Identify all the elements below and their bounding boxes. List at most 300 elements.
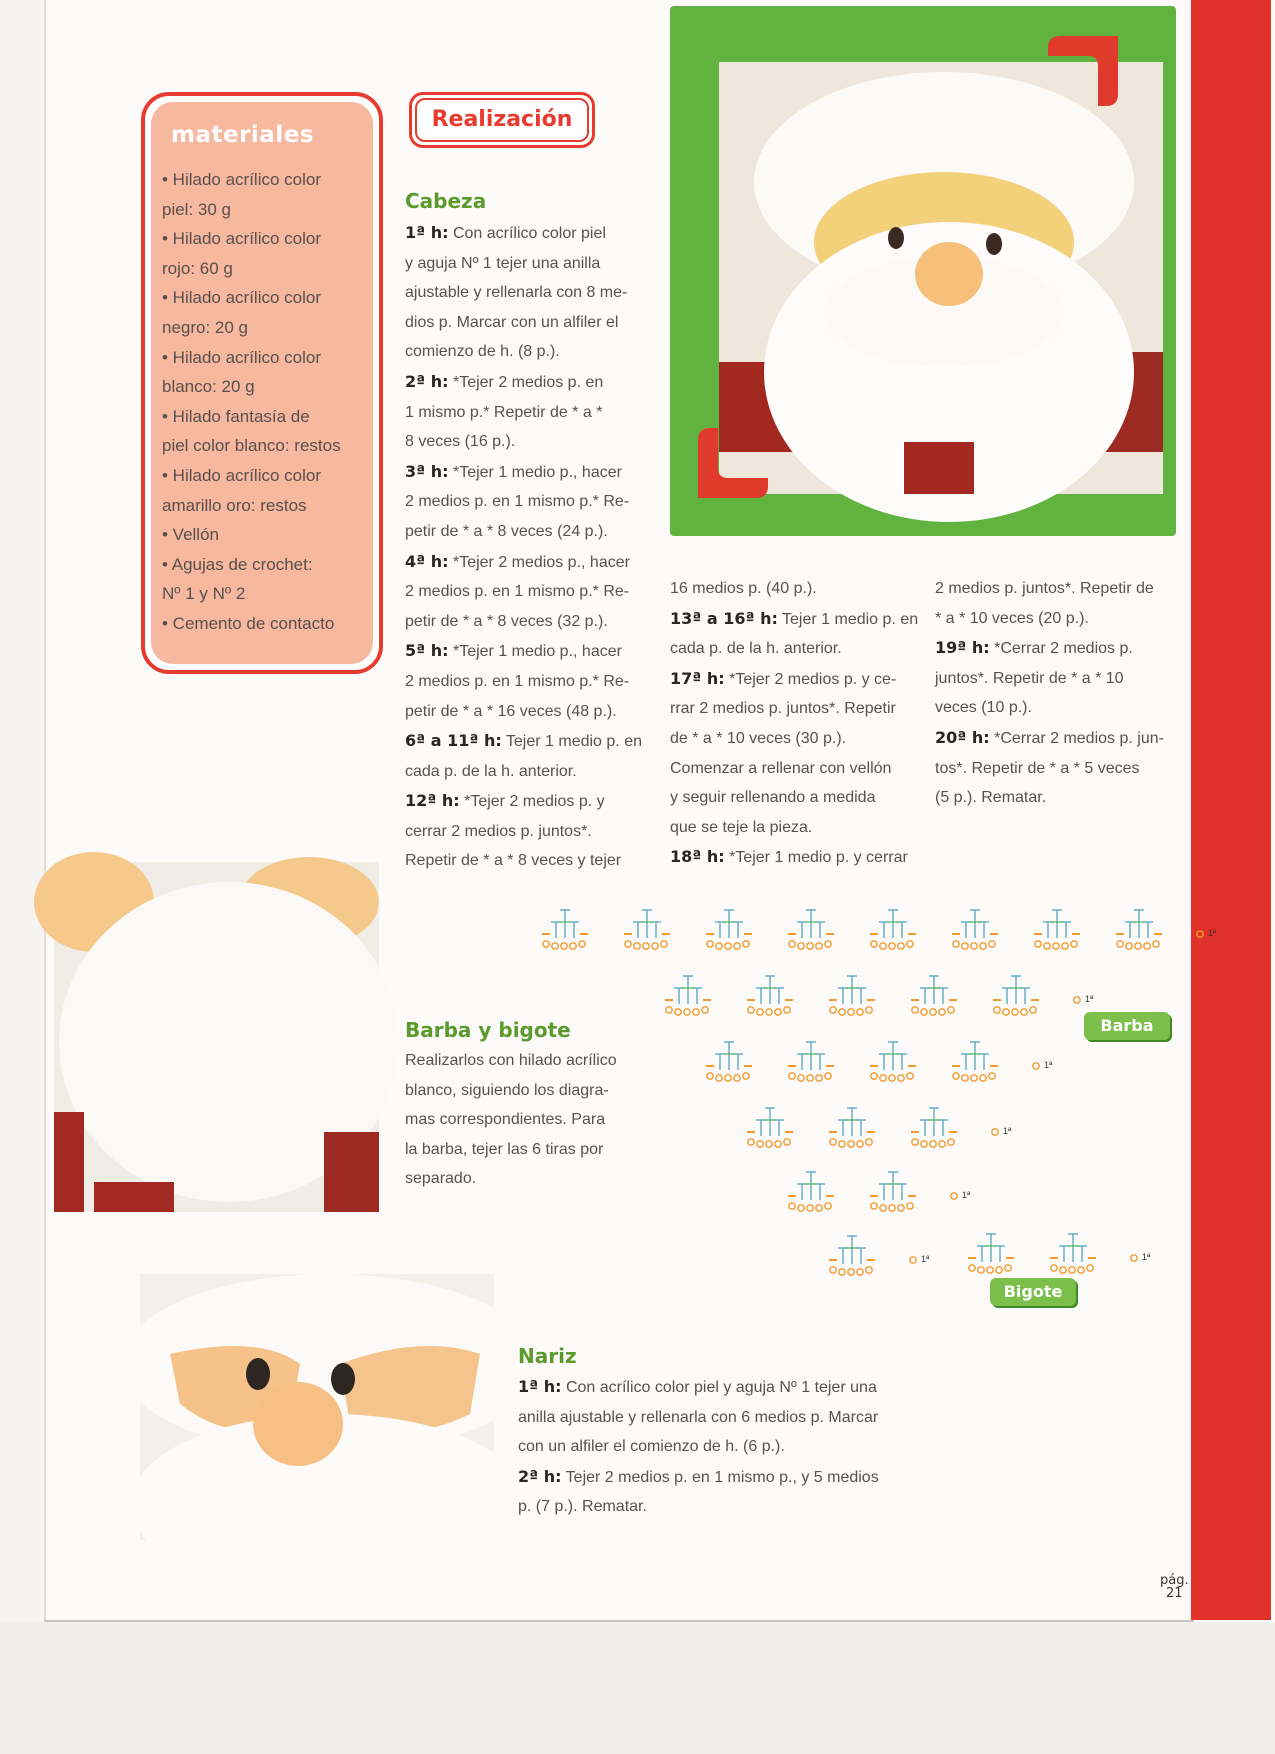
materials-line: Nº 1 y Nº 2 — [162, 584, 246, 604]
chain-stitch — [807, 1205, 813, 1211]
barba-tag: Barba — [1084, 1012, 1170, 1040]
chain-stitch — [1053, 943, 1059, 949]
text-line — [670, 664, 918, 695]
row-number-label: 1ª — [1044, 1060, 1053, 1070]
text-line: blanco, siguiendo los diagra- — [405, 1081, 609, 1099]
chain-stitch — [889, 1205, 895, 1211]
chain-stitch — [969, 1265, 975, 1271]
stitch-motif — [788, 1172, 834, 1211]
text-line — [405, 607, 642, 637]
chain-stitch — [702, 1007, 708, 1013]
row-text: petir de * a * 16 veces (48 p.). — [405, 702, 617, 720]
materials-box — [141, 92, 383, 674]
chain-stitch — [939, 1141, 945, 1147]
chain-stitch — [948, 1139, 954, 1145]
text-line — [670, 634, 918, 664]
chain-stitch — [871, 1073, 877, 1079]
text-line: la barba, tejer las 6 tiras por — [405, 1140, 604, 1158]
row-text: y seguir rellenando a medida — [670, 789, 876, 807]
cabeza-title: Cabeza — [405, 189, 487, 213]
materials-title: materiales — [171, 122, 314, 148]
chain-stitch — [871, 1203, 877, 1209]
chain-stitch — [743, 941, 749, 947]
end-chain — [1074, 997, 1080, 1003]
chain-stitch — [930, 1009, 936, 1015]
chain-stitch — [652, 943, 658, 949]
chain-stitch — [953, 941, 959, 947]
chain-stitch — [898, 1205, 904, 1211]
chain-stitch — [857, 1009, 863, 1015]
row-text: *Cerrar 2 medios p. — [989, 640, 1133, 658]
row-label: 13ª a 16ª h: — [670, 608, 778, 628]
chain-stitch — [839, 1269, 845, 1275]
stitch-motif — [624, 910, 670, 949]
row-text: Repetir de * a * 8 veces y tejer — [405, 852, 622, 870]
text-line — [405, 817, 642, 847]
stitch-motif — [911, 1108, 957, 1147]
row-text: Tejer 1 medio p. en — [501, 733, 642, 751]
chain-stitch — [784, 1007, 790, 1013]
chain-stitch — [980, 943, 986, 949]
row-text: que se teje la pieza. — [670, 818, 813, 836]
text-line — [405, 398, 642, 428]
chain-stitch — [953, 1073, 959, 1079]
chain-stitch — [921, 1141, 927, 1147]
beard-closeup-photo — [54, 862, 379, 1212]
realizacion-heading-box — [409, 92, 595, 148]
text-line — [670, 574, 918, 604]
chain-stitch — [839, 1141, 845, 1147]
chain-stitch — [798, 1075, 804, 1081]
row-label: 1ª h: — [405, 223, 449, 242]
text-line — [405, 577, 642, 607]
chain-stitch — [1126, 943, 1132, 949]
chain-stitch — [798, 943, 804, 949]
stitch-motif — [706, 1042, 752, 1081]
chain-stitch — [789, 1073, 795, 1079]
row-label: 3ª h: — [405, 461, 449, 481]
row-text: 2 medios p. en 1 mismo p.* Re- — [405, 493, 630, 511]
stitch-motif — [993, 976, 1039, 1015]
text-line — [405, 457, 642, 488]
chain-stitch — [939, 1009, 945, 1015]
row-text: veces (10 p.). — [935, 699, 1032, 717]
chain-stitch — [857, 1141, 863, 1147]
text-line — [518, 1492, 879, 1522]
chain-stitch — [725, 1075, 731, 1081]
text-line — [935, 754, 1164, 784]
chain-stitch — [930, 1141, 936, 1147]
row-text: *Tejer 1 medio p. y cerrar — [724, 849, 908, 867]
materials-line: amarillo oro: restos — [162, 495, 307, 515]
red-side-band — [1191, 0, 1271, 1620]
row-label: 2ª h: — [405, 371, 449, 391]
row-text: y aguja Nº 1 tejer una anilla — [405, 254, 601, 272]
end-chain — [1131, 1255, 1137, 1261]
row-label: 4ª h: — [405, 551, 449, 571]
chain-stitch — [789, 941, 795, 947]
row-label: 20ª h: — [935, 727, 990, 747]
stitch-motif — [870, 1172, 916, 1211]
chain-stitch — [707, 941, 713, 947]
chain-stitch — [707, 1073, 713, 1079]
stitch-motif — [870, 1042, 916, 1081]
row-text: cada p. de la h. anterior. — [670, 640, 842, 658]
row-text: *Tejer 2 medios p., hacer — [448, 553, 630, 571]
text-line — [405, 249, 642, 279]
chain-stitch — [807, 943, 813, 949]
row-text: 2 medios p. juntos*. Repetir de — [935, 580, 1154, 597]
materials-line: • Cemento de contacto — [162, 613, 335, 633]
row-text: dios p. Marcar con un alfiler el — [405, 313, 619, 331]
chain-stitch — [552, 943, 558, 949]
text-line — [405, 487, 642, 517]
stitch-motif — [1050, 1234, 1096, 1273]
materials-line: • Vellón — [162, 525, 219, 545]
nose-closeup-photo — [140, 1274, 494, 1540]
text-line: Realizarlos con hilado acrílico — [405, 1052, 617, 1069]
text-line — [670, 754, 918, 784]
barba-title: Barba y bigote — [405, 1018, 571, 1042]
santa-main-photo-frame — [670, 6, 1176, 536]
page-bottom-edge — [44, 1620, 1194, 1622]
text-line — [935, 664, 1164, 694]
scan-background — [0, 1622, 1275, 1754]
materials-line: • Hilado acrílico color — [162, 465, 322, 485]
text-line — [670, 813, 918, 843]
text-line — [935, 604, 1164, 634]
chain-stitch — [784, 1139, 790, 1145]
chain-stitch — [748, 1139, 754, 1145]
stitch-motif — [911, 976, 957, 1015]
chain-stitch — [725, 943, 731, 949]
end-chain — [1033, 1063, 1039, 1069]
chain-stitch — [1069, 1267, 1075, 1273]
text-line — [405, 278, 642, 308]
row-text: *Tejer 2 medios p. y ce- — [724, 670, 897, 688]
materials-line: blanco: 20 g — [162, 377, 255, 397]
chain-stitch — [962, 1075, 968, 1081]
chain-stitch — [866, 1267, 872, 1273]
row-text: Tejer 1 medio p. en — [777, 610, 919, 628]
text-line — [405, 308, 642, 338]
row-label: 2ª h: — [518, 1466, 562, 1486]
materials-list — [162, 165, 362, 639]
text-line — [935, 693, 1164, 723]
stitch-motif — [788, 1042, 834, 1081]
chain-stitch — [907, 1073, 913, 1079]
row-text: cerrar 2 medios p. juntos*. — [405, 822, 592, 840]
realizacion-title: Realización — [431, 107, 573, 132]
chain-stitch — [1153, 941, 1159, 947]
text-line — [405, 667, 642, 697]
materials-line: • Hilado fantasía de — [162, 406, 310, 426]
stitch-motif — [829, 976, 875, 1015]
text-line — [935, 633, 1164, 664]
chain-stitch — [987, 1267, 993, 1273]
chain-stitch — [825, 941, 831, 947]
chain-stitch — [971, 943, 977, 949]
chain-stitch — [912, 1007, 918, 1013]
text-line — [405, 697, 642, 727]
chain-stitch — [825, 1203, 831, 1209]
text-line — [405, 786, 642, 817]
text-line: separado. — [405, 1170, 477, 1188]
text-line — [518, 1432, 879, 1462]
chain-stitch — [816, 1075, 822, 1081]
chain-stitch — [880, 1205, 886, 1211]
chain-stitch — [1144, 943, 1150, 949]
materials-line: • Hilado acrílico color — [162, 229, 322, 249]
row-number-label: 1ª — [1003, 1126, 1012, 1136]
row-text: *Tejer 2 medios p. y — [459, 793, 605, 811]
chain-stitch — [866, 1007, 872, 1013]
row-label: 19ª h: — [935, 638, 990, 658]
row-number-label: 1ª — [1085, 994, 1094, 1004]
chain-stitch — [994, 1007, 1000, 1013]
chain-stitch — [1005, 1265, 1011, 1271]
chain-stitch — [830, 1139, 836, 1145]
stitch-motif — [665, 976, 711, 1015]
chain-stitch — [1060, 1267, 1066, 1273]
row-label: 1ª h: — [518, 1377, 562, 1396]
chain-stitch — [830, 1267, 836, 1273]
chain-stitch — [907, 941, 913, 947]
chain-stitch — [757, 1009, 763, 1015]
cabeza-column-1 — [405, 218, 642, 876]
text-line — [670, 604, 918, 635]
bigote-tag: Bigote — [990, 1278, 1076, 1306]
nariz-title: Nariz — [518, 1344, 577, 1368]
chain-stitch — [1044, 943, 1050, 949]
text-line — [935, 783, 1164, 813]
row-text: Comenzar a rellenar con vellón — [670, 759, 892, 777]
materials-line: rojo: 60 g — [162, 258, 233, 278]
row-text: petir de * a * 8 veces (24 p.). — [405, 522, 608, 540]
materials-line: piel: 30 g — [162, 199, 231, 219]
chain-stitch — [898, 943, 904, 949]
text-line — [405, 726, 642, 757]
row-text: *Cerrar 2 medios p. jun- — [989, 729, 1164, 747]
stitch-motif — [747, 1108, 793, 1147]
row-text: * a * 10 veces (20 p.). — [935, 609, 1089, 627]
chain-stitch — [989, 941, 995, 947]
row-text: comienzo de h. (8 p.). — [405, 343, 560, 361]
row-text: 8 veces (16 p.). — [405, 433, 516, 451]
chain-stitch — [1078, 1267, 1084, 1273]
text-line — [405, 547, 642, 578]
chain-stitch — [880, 1075, 886, 1081]
chain-stitch — [830, 1007, 836, 1013]
materials-line: • Agujas de crochet: — [162, 554, 313, 574]
text-line — [518, 1372, 879, 1403]
santa-main-photo — [719, 62, 1163, 494]
row-label: 5ª h: — [405, 641, 449, 661]
cabeza-column-3 — [935, 574, 1164, 813]
chain-stitch — [798, 1205, 804, 1211]
row-text: Con acrílico color piel y aguja Nº 1 tejer una — [561, 1379, 877, 1396]
chain-stitch — [1117, 941, 1123, 947]
row-text: juntos*. Repetir de * a * 10 — [935, 669, 1124, 687]
chain-stitch — [775, 1141, 781, 1147]
stitch-motif — [829, 1236, 875, 1275]
text-line — [405, 636, 642, 667]
chain-stitch — [684, 1009, 690, 1015]
page-value: 21 — [1166, 1586, 1183, 1601]
chain-stitch — [971, 1075, 977, 1081]
stitch-motif — [952, 910, 998, 949]
chain-stitch — [757, 1141, 763, 1147]
row-number-label: 1ª — [921, 1254, 930, 1264]
chain-stitch — [743, 1073, 749, 1079]
row-text: cada p. de la h. anterior. — [405, 762, 577, 780]
stitch-motif — [829, 1108, 875, 1147]
chain-stitch — [857, 1269, 863, 1275]
stitch-motif — [952, 1042, 998, 1081]
text-line — [518, 1462, 879, 1493]
chain-stitch — [693, 1009, 699, 1015]
chain-stitch — [816, 1205, 822, 1211]
row-text: p. (7 p.). Rematar. — [518, 1498, 647, 1516]
row-text: Tejer 2 medios p. en 1 mismo p., y 5 medios — [561, 1468, 879, 1486]
chain-stitch — [716, 943, 722, 949]
row-text: Con acrílico color piel — [448, 225, 606, 242]
chain-stitch — [734, 943, 740, 949]
text-line — [405, 846, 642, 876]
row-text: 1 mismo p.* Repetir de * a * — [405, 403, 603, 421]
page-label: pág. — [1160, 1573, 1189, 1588]
chain-stitch — [766, 1141, 772, 1147]
chain-stitch — [848, 1009, 854, 1015]
chain-stitch — [634, 943, 640, 949]
nariz-text — [518, 1372, 879, 1522]
materials-line: piel color blanco: restos — [162, 436, 341, 456]
chain-stitch — [543, 941, 549, 947]
row-number-label: 1ª — [1142, 1252, 1151, 1262]
stitch-motif — [1116, 910, 1162, 949]
row-text: *Tejer 2 medios p. en — [448, 373, 604, 391]
chain-stitch — [807, 1075, 813, 1081]
text-line — [405, 517, 642, 547]
stitch-motif — [968, 1234, 1014, 1273]
row-label: 12ª h: — [405, 791, 460, 811]
chain-stitch — [661, 941, 667, 947]
chain-stitch — [561, 943, 567, 949]
stitch-motif — [706, 910, 752, 949]
chain-stitch — [570, 943, 576, 949]
corner-bracket-icon — [1048, 36, 1118, 106]
chain-stitch — [907, 1203, 913, 1209]
text-line — [405, 337, 642, 367]
row-text: rrar 2 medios p. juntos*. Repetir — [670, 700, 896, 718]
chain-stitch — [775, 1009, 781, 1015]
chain-stitch — [579, 941, 585, 947]
chain-stitch — [1030, 1007, 1036, 1013]
chain-stitch — [1035, 941, 1041, 947]
chain-stitch — [848, 1141, 854, 1147]
row-text: anilla ajustable y rellenarla con 6 medios p. Marcar — [518, 1408, 879, 1426]
chain-stitch — [962, 943, 968, 949]
row-text: tos*. Repetir de * a * 5 veces — [935, 759, 1140, 777]
crochet-diagram — [500, 900, 1217, 1320]
row-label: 17ª h: — [670, 668, 725, 688]
row-number-label: 1ª — [1208, 928, 1217, 938]
text-line — [405, 427, 642, 457]
text-line — [670, 842, 918, 873]
chain-stitch — [766, 1009, 772, 1015]
end-chain — [951, 1193, 957, 1199]
chain-stitch — [666, 1007, 672, 1013]
text-line — [405, 218, 642, 249]
text-line: mas correspondientes. Para — [405, 1111, 606, 1129]
chain-stitch — [871, 941, 877, 947]
row-text: *Tejer 1 medio p., hacer — [448, 643, 622, 661]
row-text: (5 p.). Rematar. — [935, 789, 1047, 807]
text-line — [935, 723, 1164, 754]
chain-stitch — [625, 941, 631, 947]
end-chain — [992, 1129, 998, 1135]
chain-stitch — [1051, 1265, 1057, 1271]
cabeza-column-2 — [670, 574, 918, 873]
chain-stitch — [1003, 1009, 1009, 1015]
chain-stitch — [978, 1267, 984, 1273]
text-line — [405, 757, 642, 787]
chain-stitch — [1135, 943, 1141, 949]
chain-stitch — [643, 943, 649, 949]
materials-line: • Hilado acrílico color — [162, 288, 322, 308]
chain-stitch — [989, 1073, 995, 1079]
chain-stitch — [980, 1075, 986, 1081]
chain-stitch — [889, 1075, 895, 1081]
materials-line: negro: 20 g — [162, 317, 249, 337]
text-line — [935, 574, 1164, 604]
chain-stitch — [898, 1075, 904, 1081]
text-line — [405, 367, 642, 398]
chain-stitch — [866, 1139, 872, 1145]
chain-stitch — [816, 943, 822, 949]
chain-stitch — [1021, 1009, 1027, 1015]
materials-line: • Hilado acrílico color — [162, 170, 322, 189]
row-text: ajustable y rellenarla con 8 me- — [405, 284, 628, 302]
materials-line: • Hilado acrílico color — [162, 347, 322, 367]
chain-stitch — [839, 1009, 845, 1015]
stitch-motif — [870, 910, 916, 949]
row-label: 6ª a 11ª h: — [405, 731, 502, 751]
materials-panel — [151, 102, 373, 664]
chain-stitch — [848, 1269, 854, 1275]
chain-stitch — [880, 943, 886, 949]
text-line — [670, 783, 918, 813]
row-text: *Tejer 1 medio p., hacer — [448, 463, 622, 481]
chain-stitch — [912, 1139, 918, 1145]
stitch-motif — [788, 910, 834, 949]
row-number-label: 1ª — [962, 1190, 971, 1200]
text-line — [518, 1403, 879, 1433]
chain-stitch — [889, 943, 895, 949]
chain-stitch — [948, 1007, 954, 1013]
row-text: petir de * a * 8 veces (32 p.). — [405, 612, 608, 630]
chain-stitch — [825, 1073, 831, 1079]
text-line — [670, 724, 918, 754]
row-label: 18ª h: — [670, 847, 725, 867]
chain-stitch — [921, 1009, 927, 1015]
chain-stitch — [996, 1267, 1002, 1273]
chain-stitch — [1012, 1009, 1018, 1015]
chain-stitch — [1087, 1265, 1093, 1271]
chain-stitch — [748, 1007, 754, 1013]
row-text: 2 medios p. en 1 mismo p.* Re- — [405, 583, 630, 601]
stitch-motif — [1034, 910, 1080, 949]
